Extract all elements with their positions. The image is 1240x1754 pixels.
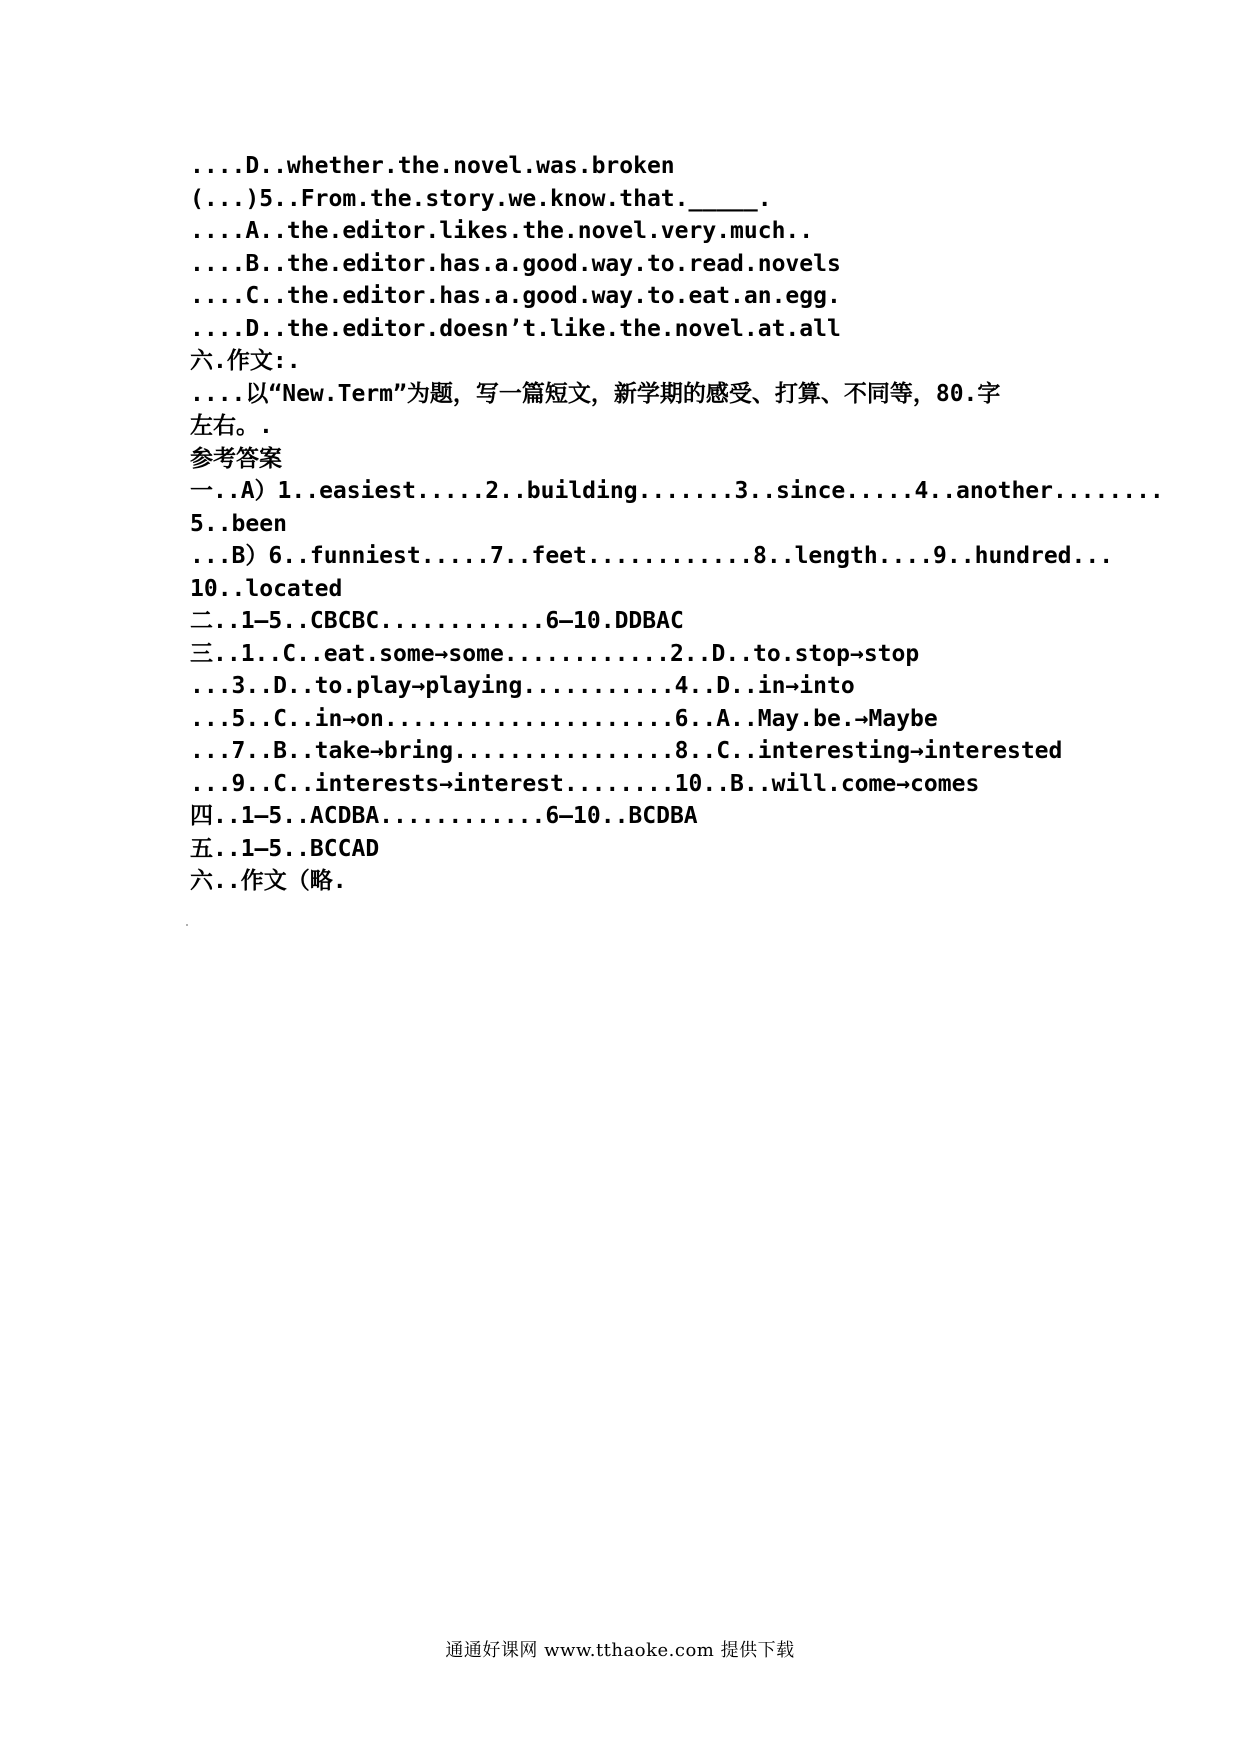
answer-section-3-line-1: 三..1..C..eat.some→some............2..D..to.stop→stop [190, 640, 920, 667]
composition-heading: 六.作文:. [190, 348, 301, 374]
question-5-stem: (...)5..From.the.story.we.know.that._____. [190, 185, 772, 212]
answer-key-heading: 参考答案 [190, 445, 282, 472]
stray-mark [186, 924, 188, 926]
page-footer: 通通好课网 www.tthaoke.com 提供下载 [445, 1640, 795, 1661]
answer-section-3-line-4: ...7..B..take→bring................8..C..interesting→interested [190, 738, 1063, 764]
answer-section-5: 五..1—5..BCCAD [190, 835, 380, 862]
composition-instruction-line-1: ....以“New.Term”为题，写一篇短文，新学期的感受、打算、不同等，80.字 [190, 380, 1001, 407]
answer-section-1-line-1: 一..A）1..easiest.....2..building.......3..since.....4..another........ [190, 478, 1164, 504]
answer-section-1-line-3: ...B）6..funniest.....7..feet............8..length....9..hundred... [190, 543, 1114, 569]
answer-section-3-line-2: ...3..D..to.play→playing...........4..D..in→into [190, 673, 855, 699]
answer-section-3-line-3: ...5..C..in→on.....................6..A..May.be.→Maybe [190, 705, 938, 732]
question-5-option-a: ....A..the.editor.likes.the.novel.very.much.. [190, 218, 814, 244]
answer-section-2: 二..1—5..CBCBC............6—10.DDBAC [190, 608, 684, 634]
answer-section-1-line-2: 5..been [190, 510, 287, 537]
answer-section-1-line-4: 10..located [190, 575, 343, 602]
question-4-option-d: ....D..whether.the.novel.was.broken [190, 153, 675, 179]
composition-instruction-line-2: 左右。. [190, 413, 273, 439]
answer-section-4: 四..1—5..ACDBA............6—10..BCDBA [190, 803, 698, 829]
page-content [190, 150, 1170, 898]
question-5-option-b: ....B..the.editor.has.a.good.way.to.read.novels [190, 250, 841, 277]
answer-section-6: 六..作文（略. [190, 868, 347, 894]
question-5-option-c: ....C..the.editor.has.a.good.way.to.eat.an.egg. [190, 283, 841, 309]
answer-section-3-line-5: ...9..C..interests→interest........10..B..will.come→comes [190, 770, 980, 797]
question-5-option-d: ....D..the.editor.doesn’t.like.the.novel.at.all [190, 315, 841, 342]
